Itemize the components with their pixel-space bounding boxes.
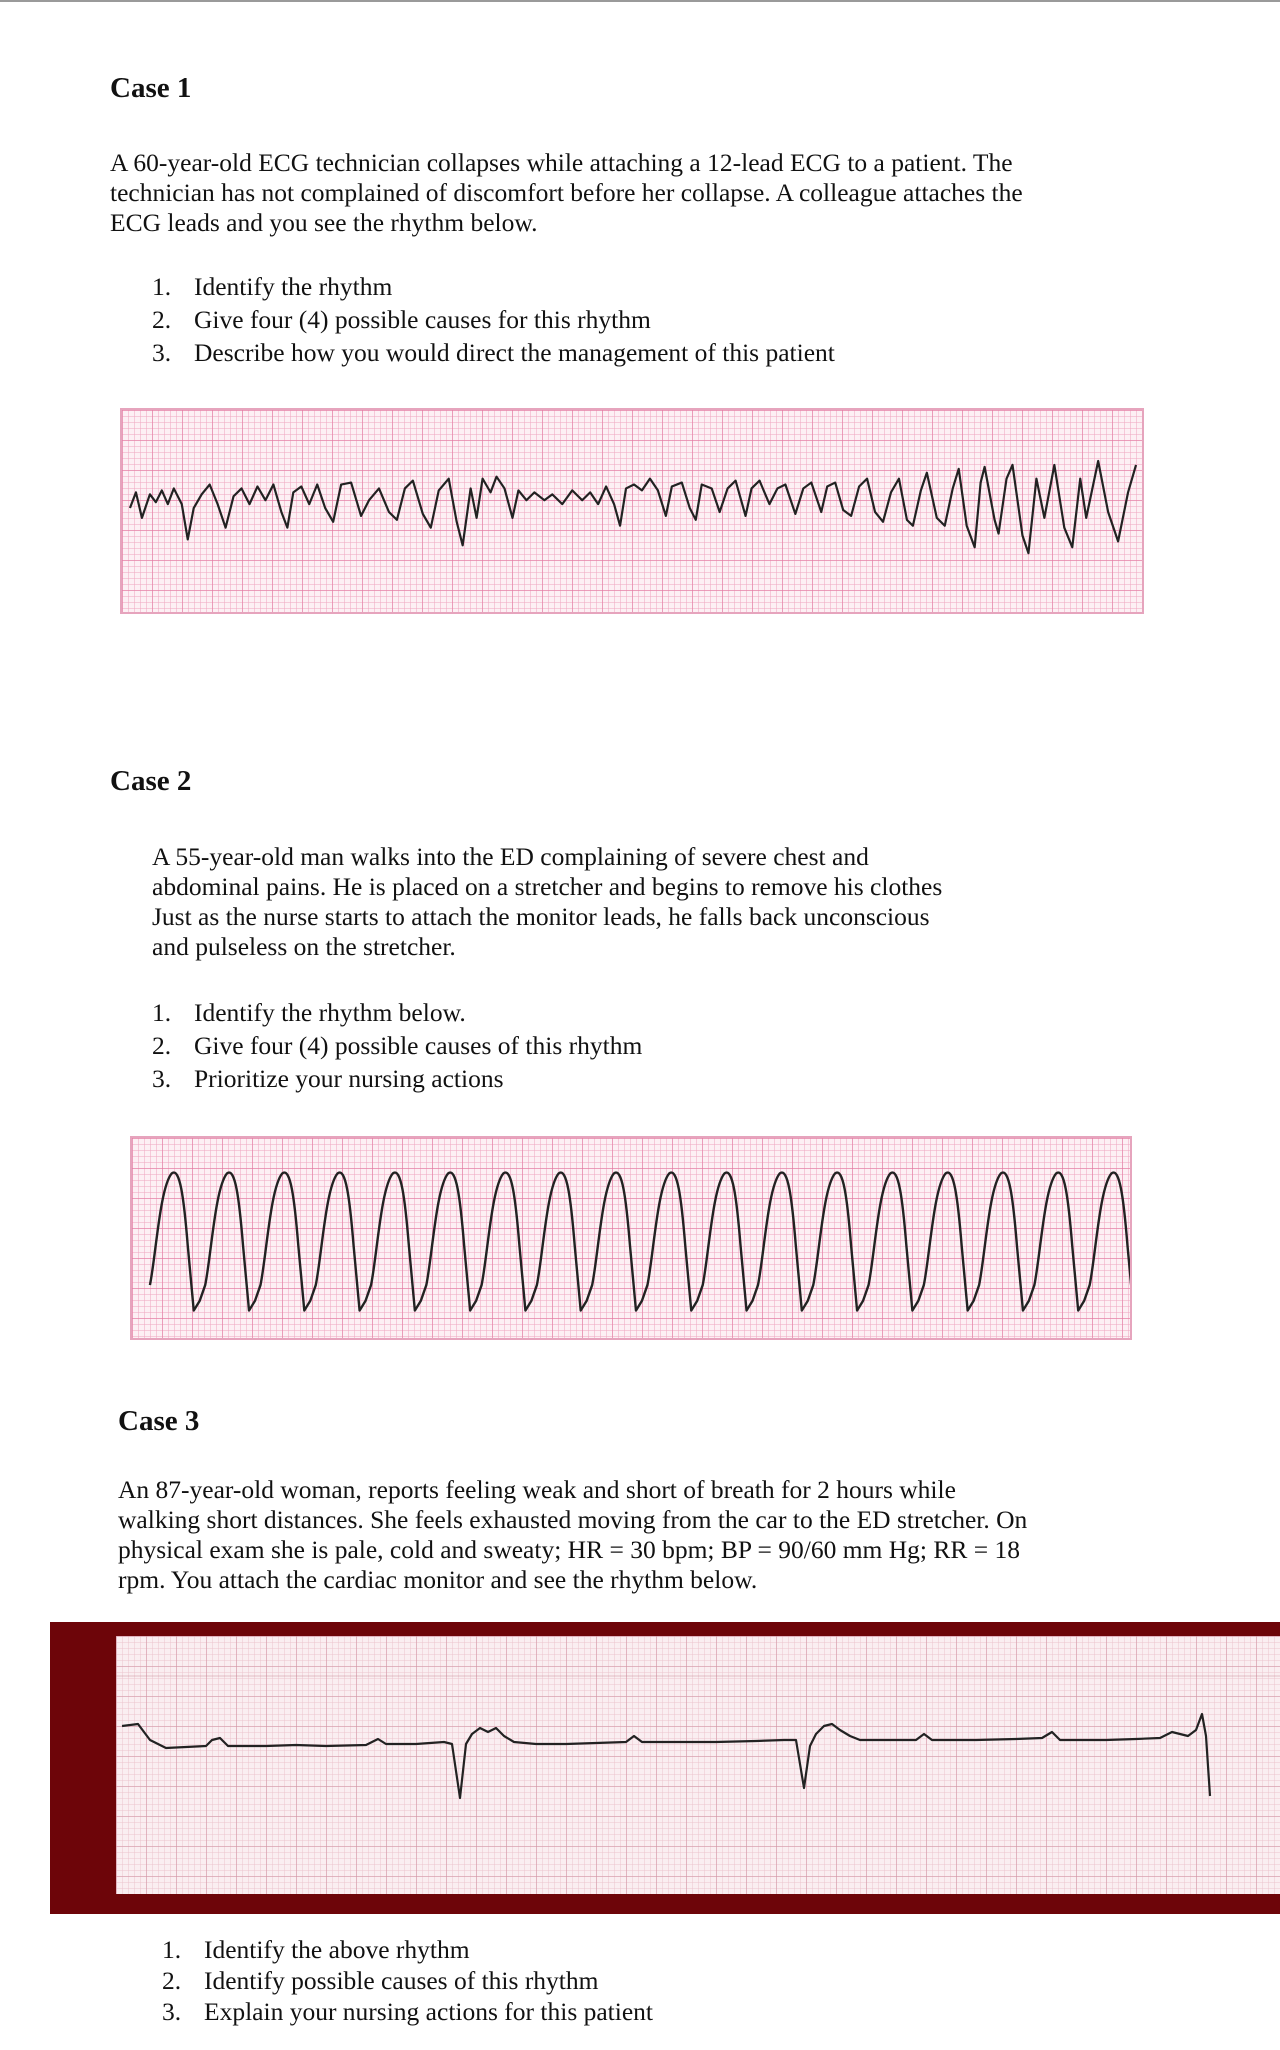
question-item: 3. Prioritize your nursing actions [152, 1064, 504, 1093]
case-2-line: abdominal pains. He is placed on a stretcher and begins to remove his clothes [152, 872, 943, 901]
case-2-description [152, 842, 942, 962]
case-3-line: walking short distances. She feels exhausted moving from the car to the ED stretcher. On [118, 1505, 1028, 1534]
case-2-line: A 55-year-old man walks into the ED complaining of severe chest and [152, 842, 869, 871]
case-1-description [110, 148, 1023, 238]
case-3-description [118, 1475, 1027, 1595]
ecg-trace-chaotic [122, 410, 1142, 612]
ecg-trace-bradycardia [116, 1636, 1280, 1894]
question-item: 2. Give four (4) possible causes for this rhythm [152, 305, 651, 334]
question-item: 3. Explain your nursing actions for this patient [162, 1997, 654, 2026]
case-3-line: physical exam she is pale, cold and sweaty; HR = 30 bpm; BP = 90/60 mm Hg; RR = 18 [118, 1535, 1021, 1564]
question-item: 1. Identify the rhythm [152, 272, 393, 301]
ecg-frame-case-3 [50, 1622, 1280, 1914]
case-1-title: Case 1 [110, 72, 192, 104]
case-1-line: A 60-year-old ECG technician collapses while attaching a 12-lead ECG to a patient. The [110, 148, 1013, 177]
case-1-questions [152, 270, 835, 369]
case-3-line: An 87-year-old woman, reports feeling weak and short of breath for 2 hours while [118, 1475, 956, 1504]
case-1-line: technician has not complained of discomfort before her collapse. A colleague attaches the [110, 178, 1023, 207]
page-top-border [0, 0, 1280, 2]
ecg-strip-case-3 [116, 1636, 1280, 1894]
question-item: 1. Identify the above rhythm [162, 1935, 470, 1964]
case-3-questions [162, 1934, 653, 2027]
question-item: 1. Identify the rhythm below. [152, 998, 466, 1027]
case-2-line: and pulseless on the stretcher. [152, 932, 456, 961]
case-3-title: Case 3 [118, 1405, 200, 1437]
case-3-line: rpm. You attach the cardiac monitor and see the rhythm below. [118, 1565, 758, 1594]
ecg-strip-case-1 [120, 408, 1144, 614]
question-item: 2. Give four (4) possible causes of this rhythm [152, 1031, 643, 1060]
case-1-line: ECG leads and you see the rhythm below. [110, 208, 538, 237]
case-2-line: Just as the nurse starts to attach the monitor leads, he falls back unconscious [152, 902, 930, 931]
question-item: 3. Describe how you would direct the management of this patient [152, 338, 835, 367]
case-2-questions [152, 996, 642, 1095]
question-item: 2. Identify possible causes of this rhythm [162, 1966, 599, 1995]
ecg-trace-wide-complex [132, 1138, 1130, 1338]
case-2-title: Case 2 [110, 765, 192, 797]
ecg-strip-case-2 [130, 1136, 1132, 1340]
